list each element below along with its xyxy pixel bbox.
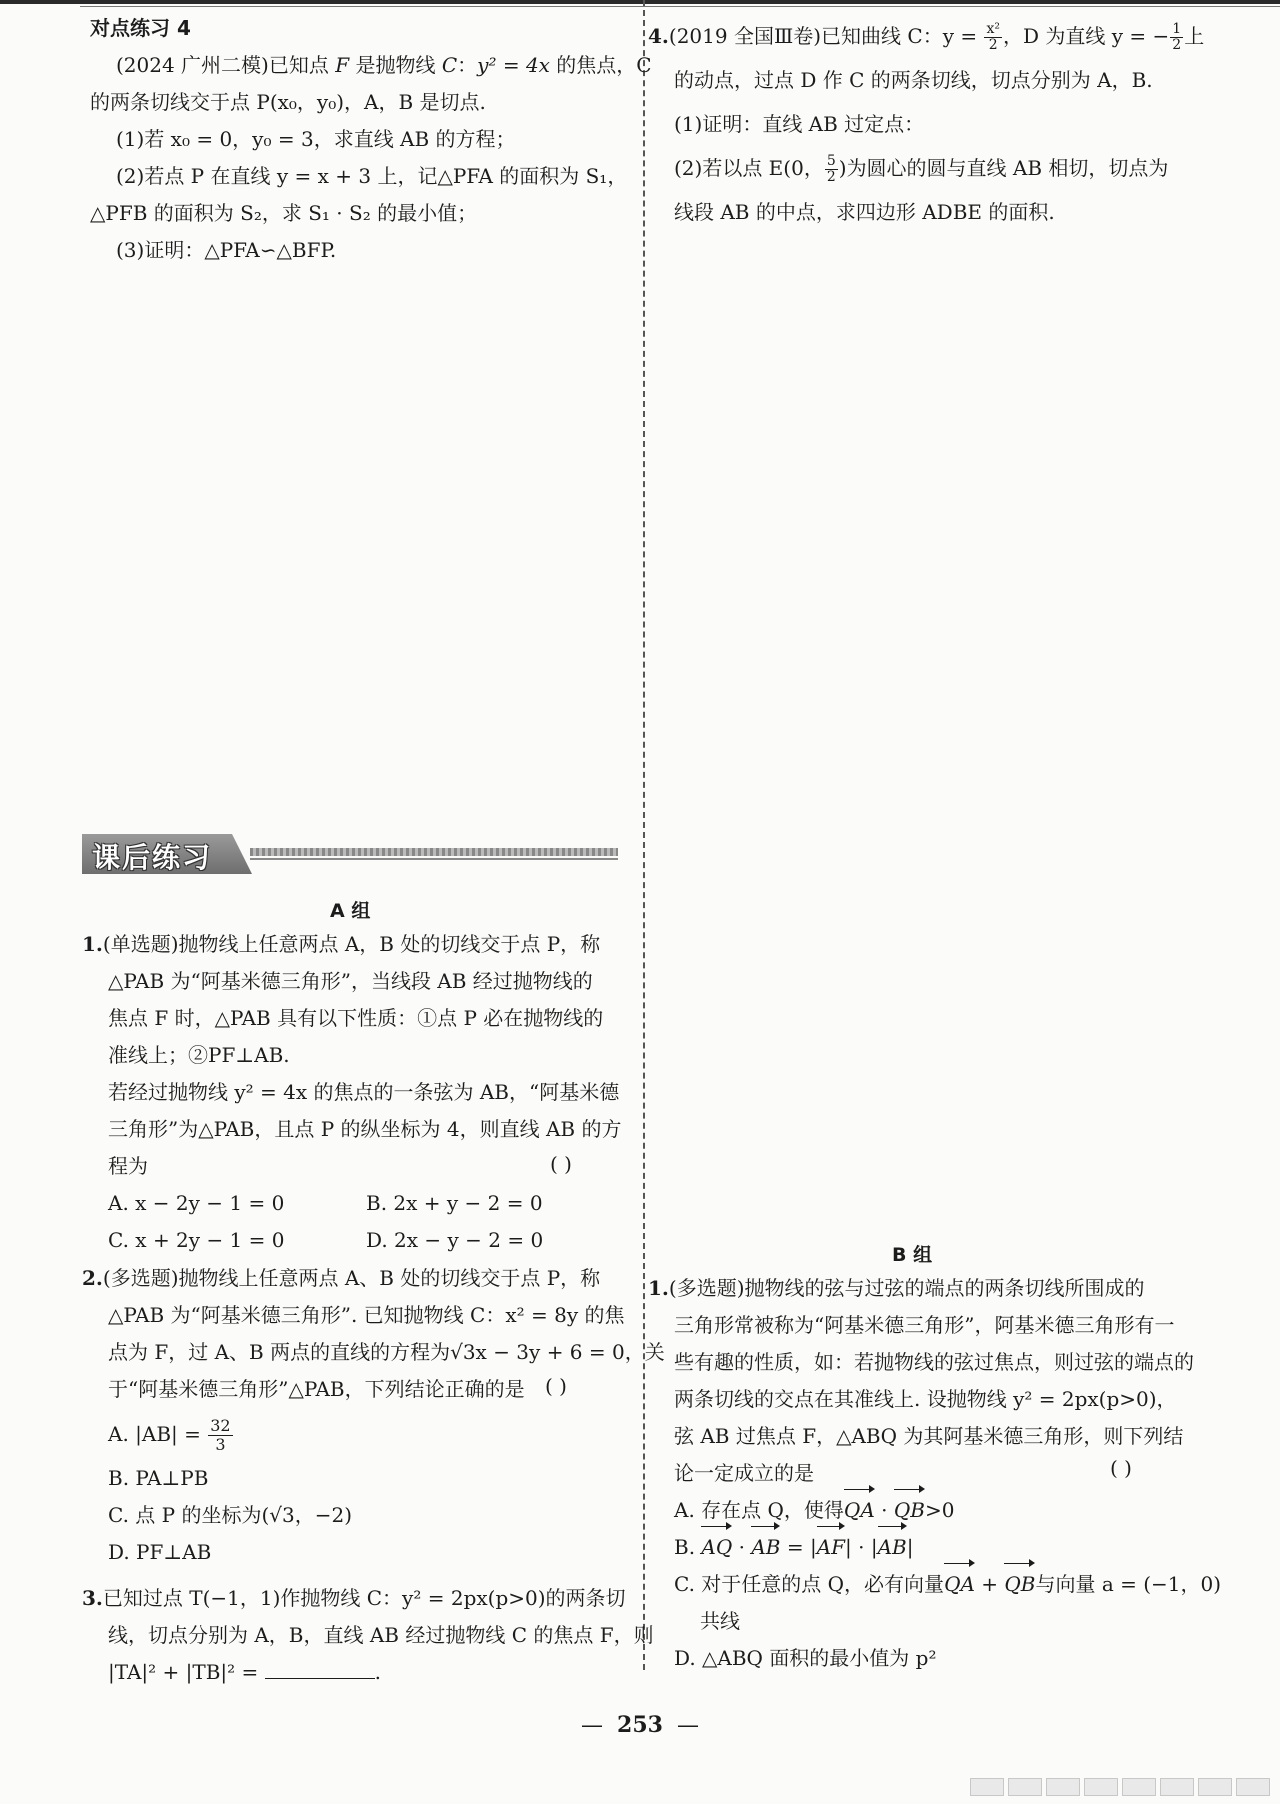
bar-seg: [1008, 1778, 1042, 1796]
q2-option-c: C. 点 P 的坐标为(√3，−2): [108, 1503, 353, 1527]
q2-option-d: D. PF⊥AB: [108, 1540, 212, 1564]
dash-left: —: [581, 1713, 604, 1738]
problem-4-line-2: 的动点，过点 D 作 C 的两条切线，切点分别为 A，B.: [674, 68, 1153, 92]
numerator: 32: [210, 1416, 231, 1435]
after-class-practice-banner: [82, 834, 618, 876]
practice-heading: 对点练习 4: [90, 16, 191, 40]
q2-line-3: 点为 F，过 A、B 两点的直线的方程为√3x − 3y + 6 = 0，关: [108, 1340, 665, 1364]
bar-seg: [970, 1778, 1004, 1796]
text: A. |AB| =: [108, 1422, 208, 1446]
text: ·: [874, 1498, 894, 1522]
bar-seg: [1160, 1778, 1194, 1796]
answer-blank[interactable]: [265, 1660, 375, 1679]
var-C: C: [441, 53, 458, 77]
bar-seg: [1198, 1778, 1232, 1796]
vector-AF: AF: [817, 1529, 845, 1566]
problem-4-line-1: [648, 14, 1208, 58]
denominator: 3: [215, 1435, 226, 1454]
text: |: [906, 1535, 914, 1559]
denominator: 2: [826, 169, 836, 185]
question-number: 1.: [648, 1276, 669, 1300]
q2-option-b: B. PA⊥PB: [108, 1466, 209, 1490]
b-q1-line-6: 论一定成立的是: [674, 1461, 814, 1485]
var-F: F: [335, 53, 350, 77]
q1-line-2: △PAB 为“阿基米德三角形”，当线段 AB 经过抛物线的: [108, 969, 593, 993]
b-q1-option-d: D. △ABQ 面积的最小值为 p²: [674, 1646, 937, 1670]
text: ·: [732, 1535, 752, 1559]
text: 为圆心的圆与直线 AB 相切，切点为: [846, 156, 1169, 180]
problem-4-part-2-cont: 线段 AB 的中点，求四边形 ADBE 的面积.: [674, 200, 1055, 224]
numerator: 5: [826, 153, 836, 169]
banner-title: 课后练习: [92, 841, 213, 874]
text: 上: [1184, 24, 1205, 48]
problem-line-2: 的两条切线交于点 P(x₀，y₀)，A，B 是切点.: [90, 90, 486, 114]
q1-line-5: 若经过抛物线 y² = 4x 的焦点的一条弦为 AB，“阿基米德: [108, 1080, 620, 1104]
problem-source: (2024 广州二模): [116, 53, 269, 77]
fraction-5-over-2: [825, 154, 838, 185]
vector-QA: QA: [844, 1492, 875, 1529]
text: | · |: [845, 1535, 878, 1559]
text: (多选题)抛物线的弦与过弦的端点的两条切线所围成的: [668, 1276, 1145, 1300]
text: = |: [780, 1535, 817, 1559]
q3-line-2: 线，切点分别为 A，B，直线 AB 经过抛物线 C 的焦点 F，则: [108, 1623, 654, 1647]
q1-options-row-2: [82, 1222, 622, 1259]
option-c: C. x + 2y − 1 = 0: [108, 1228, 285, 1252]
b-q1-line-2: 三角形常被称为“阿基米德三角形”，阿基米德三角形有一: [674, 1313, 1175, 1337]
q1-line-1: [82, 926, 622, 963]
option-d: D. 2x − y − 2 = 0: [366, 1228, 544, 1252]
problem-4-block: [648, 14, 1208, 234]
bar-seg: [1046, 1778, 1080, 1796]
bar-seg: [1122, 1778, 1156, 1796]
equation: y² = 4x: [477, 53, 550, 77]
text: B.: [674, 1535, 702, 1559]
text: 的焦点，C: [549, 53, 652, 77]
text: A. 存在点 Q，使得: [674, 1498, 844, 1522]
text: ): [838, 156, 847, 180]
group-b-title: B 组: [892, 1244, 933, 1266]
text: +: [974, 1572, 1005, 1596]
text: ：: [457, 53, 478, 77]
numerator: x²: [986, 21, 1000, 37]
denominator: 2: [988, 37, 998, 53]
part-3: (3)证明：△PFA∽△BFP.: [116, 238, 337, 262]
q1-answer-paren: ( ): [550, 1152, 572, 1176]
q1-line-7: 程为: [108, 1154, 148, 1178]
denominator: 2: [1172, 37, 1182, 53]
part-2b: △PFB 的面积为 S₂，求 S₁ · S₂ 的最小值；: [90, 201, 478, 225]
problem-line-1: [90, 47, 652, 84]
text: 已知过点 T(−1，1)作抛物线 C：y² = 2px(p>0)的两条切: [102, 1586, 626, 1610]
group-a-q2: [82, 1260, 665, 1571]
banner-stripe-line: [250, 858, 618, 860]
dash-right: —: [676, 1713, 699, 1738]
b-q1-option-c: [648, 1566, 1222, 1603]
text: .: [374, 1660, 382, 1684]
fraction-32-over-3: [208, 1417, 232, 1454]
column-divider: [643, 0, 645, 1670]
q2-option-a: [82, 1408, 622, 1460]
top-rule-thin: [80, 6, 1280, 7]
text: ，D 为直线 y = −: [1003, 24, 1170, 48]
text: >0: [924, 1498, 955, 1522]
bar-seg: [1084, 1778, 1118, 1796]
text: (2)若以点 E: [674, 156, 784, 180]
b-q1-line-3: 些有趣的性质，如：若抛物线的弦过焦点，则过弦的端点的: [674, 1350, 1194, 1374]
question-number: 1.: [82, 932, 103, 956]
text: (多选题)抛物线上任意两点 A、B 处的切线交于点 P，称: [102, 1266, 601, 1290]
b-q1-option-b: [648, 1529, 1208, 1566]
top-rule: [0, 0, 1280, 4]
option-a: A. x − 2y − 1 = 0: [108, 1191, 285, 1215]
bar-seg: [1236, 1778, 1270, 1796]
text: 已知曲线 C：y =: [821, 24, 984, 48]
fraction-x2-over-2: [984, 22, 1002, 53]
problem-4-part-2: [648, 146, 1208, 190]
question-number: 3.: [82, 1586, 103, 1610]
part-2a: (2)若点 P 在直线 y = x + 3 上，记△PFA 的面积为 S₁，: [116, 164, 628, 188]
page-number-value: 253: [617, 1712, 663, 1738]
fraction-1-over-2: [1170, 22, 1183, 53]
q1-options-row-1: [82, 1185, 622, 1222]
vector-QB: QB: [894, 1492, 925, 1529]
option-b: B. 2x + y − 2 = 0: [366, 1191, 543, 1215]
watermark-bar: [970, 1778, 1270, 1796]
text: |TA|² + |TB|² =: [108, 1660, 265, 1684]
q1-line-6: 三角形”为△PAB，且点 P 的纵坐标为 4，则直线 AB 的方: [108, 1117, 622, 1141]
banner-stripe: [250, 848, 618, 856]
practice-4-block: [90, 10, 652, 269]
q1-line-4: 准线上；②PF⊥AB.: [108, 1043, 290, 1067]
q2-line-4: 于“阿基米德三角形”△PAB，下列结论正确的是: [108, 1377, 525, 1401]
text: 已知点: [268, 53, 336, 77]
q2-line-2: △PAB 为“阿基米德三角形”. 已知抛物线 C：x² = 8y 的焦: [108, 1303, 625, 1327]
text: 与向量 a = (−1，0): [1035, 1572, 1222, 1596]
problem-number: 4.: [648, 24, 669, 48]
q1-line-3: 焦点 F 时，△PAB 具有以下性质：①点 P 必在抛物线的: [108, 1006, 604, 1030]
b-q1-option-c-cont: 共线: [700, 1609, 740, 1633]
part-1: (1)若 x₀ = 0，y₀ = 3，求直线 AB 的方程；: [116, 127, 516, 151]
group-a-q1: [82, 926, 622, 1259]
problem-4-part-1: (1)证明：直线 AB 过定点：: [674, 112, 925, 136]
vector-QB: QB: [1004, 1566, 1035, 1603]
numerator: 1: [1172, 21, 1182, 37]
q3-line-3: [82, 1654, 622, 1691]
text: (0，: [783, 156, 824, 180]
b-q1-line-4: 两条切线的交点在其准线上. 设抛物线 y² = 2px(p>0)，: [674, 1387, 1177, 1411]
q2-line-1: [82, 1260, 622, 1297]
text: 是抛物线: [349, 53, 442, 77]
group-a-q3: [82, 1580, 654, 1691]
group-a-title: A 组: [330, 900, 371, 922]
vector-AQ: AQ: [701, 1529, 732, 1566]
vector-AB: AB: [751, 1529, 780, 1566]
q3-line-1: [82, 1580, 626, 1617]
b-q1-line-1: [648, 1270, 1208, 1307]
b-q1-line-5: 弦 AB 过焦点 F，△ABQ 为其阿基米德三角形，则下列结: [674, 1424, 1184, 1448]
problem-source: (2019 全国Ⅲ卷): [668, 24, 822, 48]
vector-QA: QA: [944, 1566, 975, 1603]
question-number: 2.: [82, 1266, 103, 1290]
vector-AB-2: AB: [878, 1529, 907, 1566]
page-number: [0, 1712, 1280, 1738]
text: (单选题)抛物线上任意两点 A，B 处的切线交于点 P，称: [102, 932, 601, 956]
b-q1-answer-paren: ( ): [1110, 1456, 1132, 1480]
q2-answer-paren: ( ): [545, 1374, 567, 1398]
text: C. 对于任意的点 Q，必有向量: [674, 1572, 945, 1596]
